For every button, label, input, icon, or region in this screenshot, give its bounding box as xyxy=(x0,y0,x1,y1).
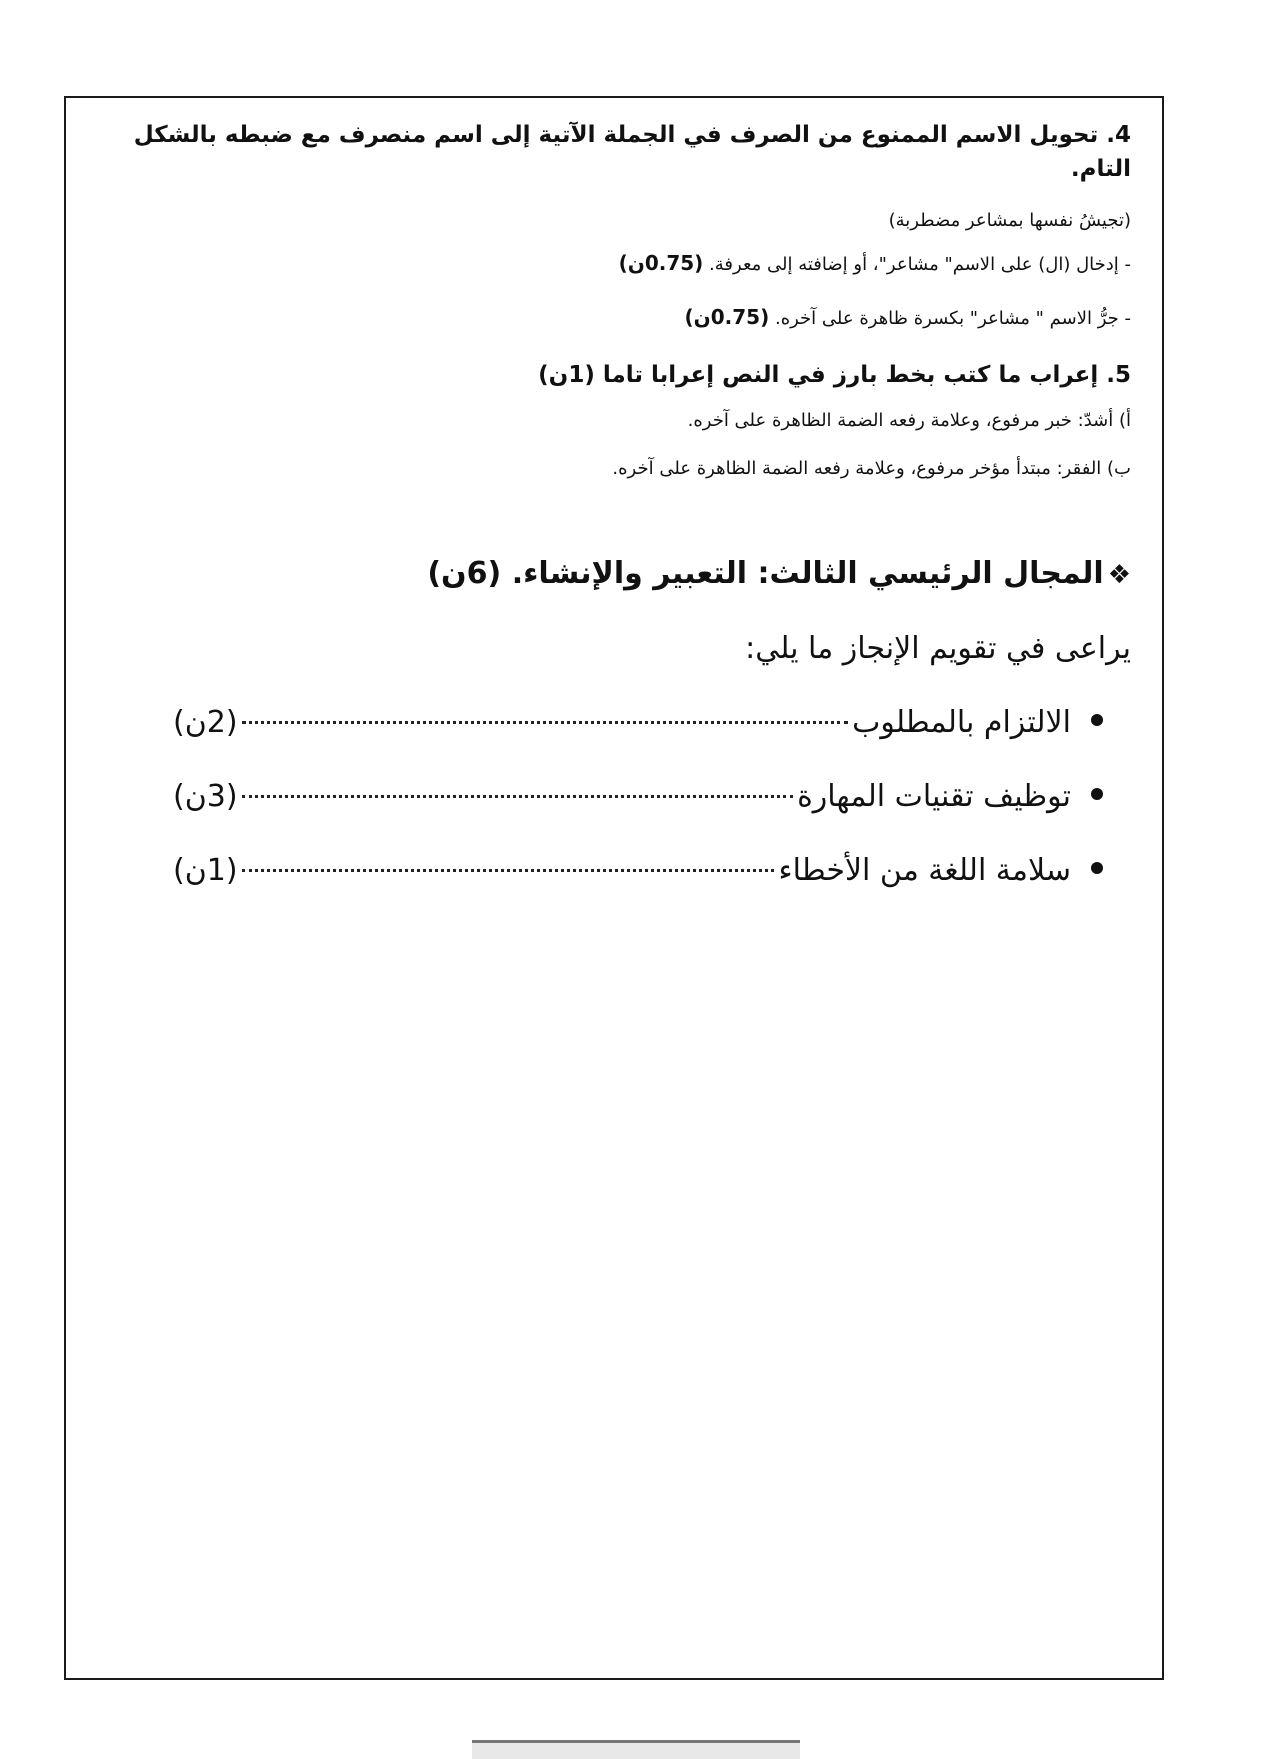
criterion-points: (1ن) xyxy=(173,853,238,888)
diamond-icon: ❖ xyxy=(1107,560,1131,590)
question-4-item-2-points: (0.75ن) xyxy=(684,305,770,329)
list-item xyxy=(173,775,1131,819)
criterion-label: الالتزام بالمطلوب xyxy=(852,705,1071,740)
section-title-text: المجال الرئيسي الثالث: التعبير والإنشاء. (6ن) xyxy=(427,556,1104,591)
dot-leader xyxy=(242,869,775,872)
question-4-item-2-text: - جرُّ الاسم " مشاعر" بكسرة ظاهرة على آخره. xyxy=(774,308,1131,329)
list-item xyxy=(173,701,1131,745)
question-4-item-2 xyxy=(100,302,1131,334)
question-4-sentence: (تجيشُ نفسها بمشاعر مضطربة) xyxy=(888,210,1131,231)
bullet-icon xyxy=(1091,714,1103,726)
question-4-item-1 xyxy=(100,248,1131,280)
bullet-icon xyxy=(1091,788,1103,800)
criteria-list xyxy=(100,701,1131,893)
bullet-icon xyxy=(1091,862,1103,874)
criterion-points: (3ن) xyxy=(173,779,238,814)
question-4-item-1-points: (0.75ن) xyxy=(618,251,704,275)
dot-leader xyxy=(242,795,794,798)
question-5-answer-b: ب) الفقر: مبتدأ مؤخر مرفوع، وعلامة رفعه الضمة الظاهرة على آخره. xyxy=(612,458,1131,479)
section-intro: يراعى في تقويم الإنجاز ما يلي: xyxy=(745,631,1131,666)
criterion-label: توظيف تقنيات المهارة xyxy=(797,779,1071,814)
question-4-item-1-text: - إدخال (ال) على الاسم" مشاعر"، أو إضافته إلى معرفة. xyxy=(709,254,1131,275)
question-5-title: 5. إعراب ما كتب بخط بارز في النص إعرابا تاما (1ن) xyxy=(538,362,1131,388)
question-4-title: 4. تحويل الاسم الممنوع من الصرف في الجملة الآتية إلى اسم منصرف مع ضبطه بالشكل التام. xyxy=(133,122,1131,182)
list-item xyxy=(173,849,1131,893)
scan-edge-artifact xyxy=(472,1740,800,1759)
answer-key-content xyxy=(100,118,1131,923)
dot-leader xyxy=(242,721,849,724)
criterion-label: سلامة اللغة من الأخطاء xyxy=(778,853,1071,888)
question-5-answer-a: أ) أشدّ: خبر مرفوع، وعلامة رفعه الضمة الظاهرة على آخره. xyxy=(687,410,1131,431)
criterion-points: (2ن) xyxy=(173,705,238,740)
section-title xyxy=(100,552,1131,597)
